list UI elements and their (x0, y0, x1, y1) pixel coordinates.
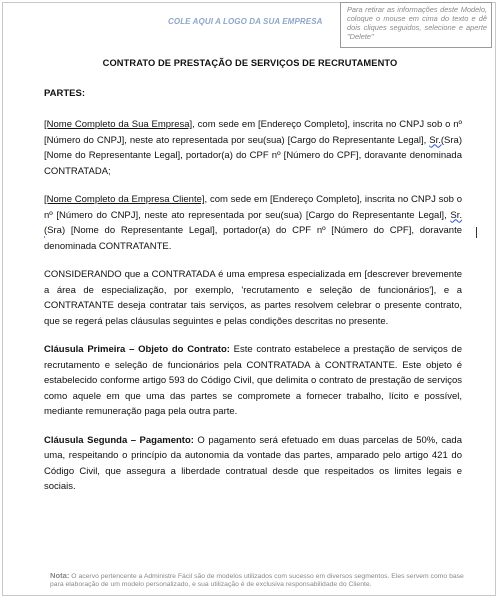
document-title: CONTRATO DE PRESTAÇÃO DE SERVIÇOS DE RECRUTAMENTO (102, 58, 398, 68)
party2-text-2: Sra) [Nome do Representante Legal], portador(a) do CPF nº [Número do CPF], doravante denominada CONTRATANTE. (44, 225, 462, 252)
party2-name[interactable]: [Nome Completo da Empresa Cliente] (44, 194, 205, 205)
clause-2-body: O pagamento será efetuado em duas parcelas de 50%, cada uma, respeitando o princípio da autonomia da vontade das partes, amparado pelo artigo 421 do Código Civil, que assegura a liberdade contratual desde que respeitados os limites legais e sociais. (44, 434, 462, 492)
party1-text-2: Sra) [Nome do Representante Legal], portador(a) do CPF nº [Número do CPF], doravante denominada CONTRATADA; (44, 134, 462, 177)
text-cursor (476, 227, 477, 238)
clause-2-heading: Cláusula Segunda – Pagamento: (44, 434, 194, 446)
party2-text-1: , com sede em [Endereço Completo], inscrita no CNPJ sob o nº [Número do CNPJ], neste ato representada por seu(sua) [Cargo do Representante Legal], (44, 194, 462, 221)
instruction-note-box[interactable]: Para retirar as informações deste Modelo, coloque o mouse em cima do texto e dê dois cliques seguidos, selecione e aperte "Delete" (340, 2, 492, 48)
clause-1-body: Este contrato estabelece a prestação de serviços de recrutamento e seleção de funcionários pela CONTRATADA à CONTRATANTE. Este objeto é estabelecido conforme artigo 593 do Código Civil, que delimita o contrato de prestação de serviços como aquele em que uma das partes se compromete a fornecer trabalho, lícito e possível, mediante remuneração paga pela outra parte. (44, 344, 462, 417)
party1-text-1: , com sede em [Endereço Completo], inscrita no CNPJ sob o nº [Número do CNPJ], neste ato representada por seu(sua) [Cargo do Representante Legal], (44, 119, 462, 146)
clause-1-heading: Cláusula Primeira – Objeto do Contrato: (44, 344, 230, 355)
footnote-label: Nota: (50, 571, 70, 580)
party2-sr: Sr.( (44, 209, 462, 236)
footnote (50, 572, 470, 589)
party-contratante-paragraph (44, 192, 462, 254)
party-contratada-paragraph (44, 117, 462, 179)
clause-1-paragraph (44, 342, 462, 420)
logo-placeholder[interactable]: COLE AQUI A LOGO DA SUA EMPRESA (168, 17, 323, 26)
party1-name[interactable]: [Nome Completo da Sua Empresa] (44, 119, 193, 130)
party1-sr: Sr.( (429, 134, 445, 146)
footnote-text: O acervo pertencente a Administre Fácil são de modelos utilizados com sucesso em diversos segmentos. Eles servem como base para elaboração de um modelo personalizado, e sua utilização é de exclusiva responsabilidade do Cliente. (50, 573, 464, 588)
clause-2-paragraph (44, 433, 462, 495)
document-body (44, 87, 462, 508)
considerando-paragraph: CONSIDERANDO que a CONTRATADA é uma empresa especializada em [descrever brevemente a área de especialização, por exemplo, 'recrutamento e seleção de funcionários'], e a CONTRATANTE deseja contratar tais serviços, as partes resolvem celebrar o presente contrato, que se regerá pelas cláusulas seguintes e pelas condições descritas no presente. (44, 269, 462, 327)
partes-heading: PARTES: (44, 88, 85, 99)
